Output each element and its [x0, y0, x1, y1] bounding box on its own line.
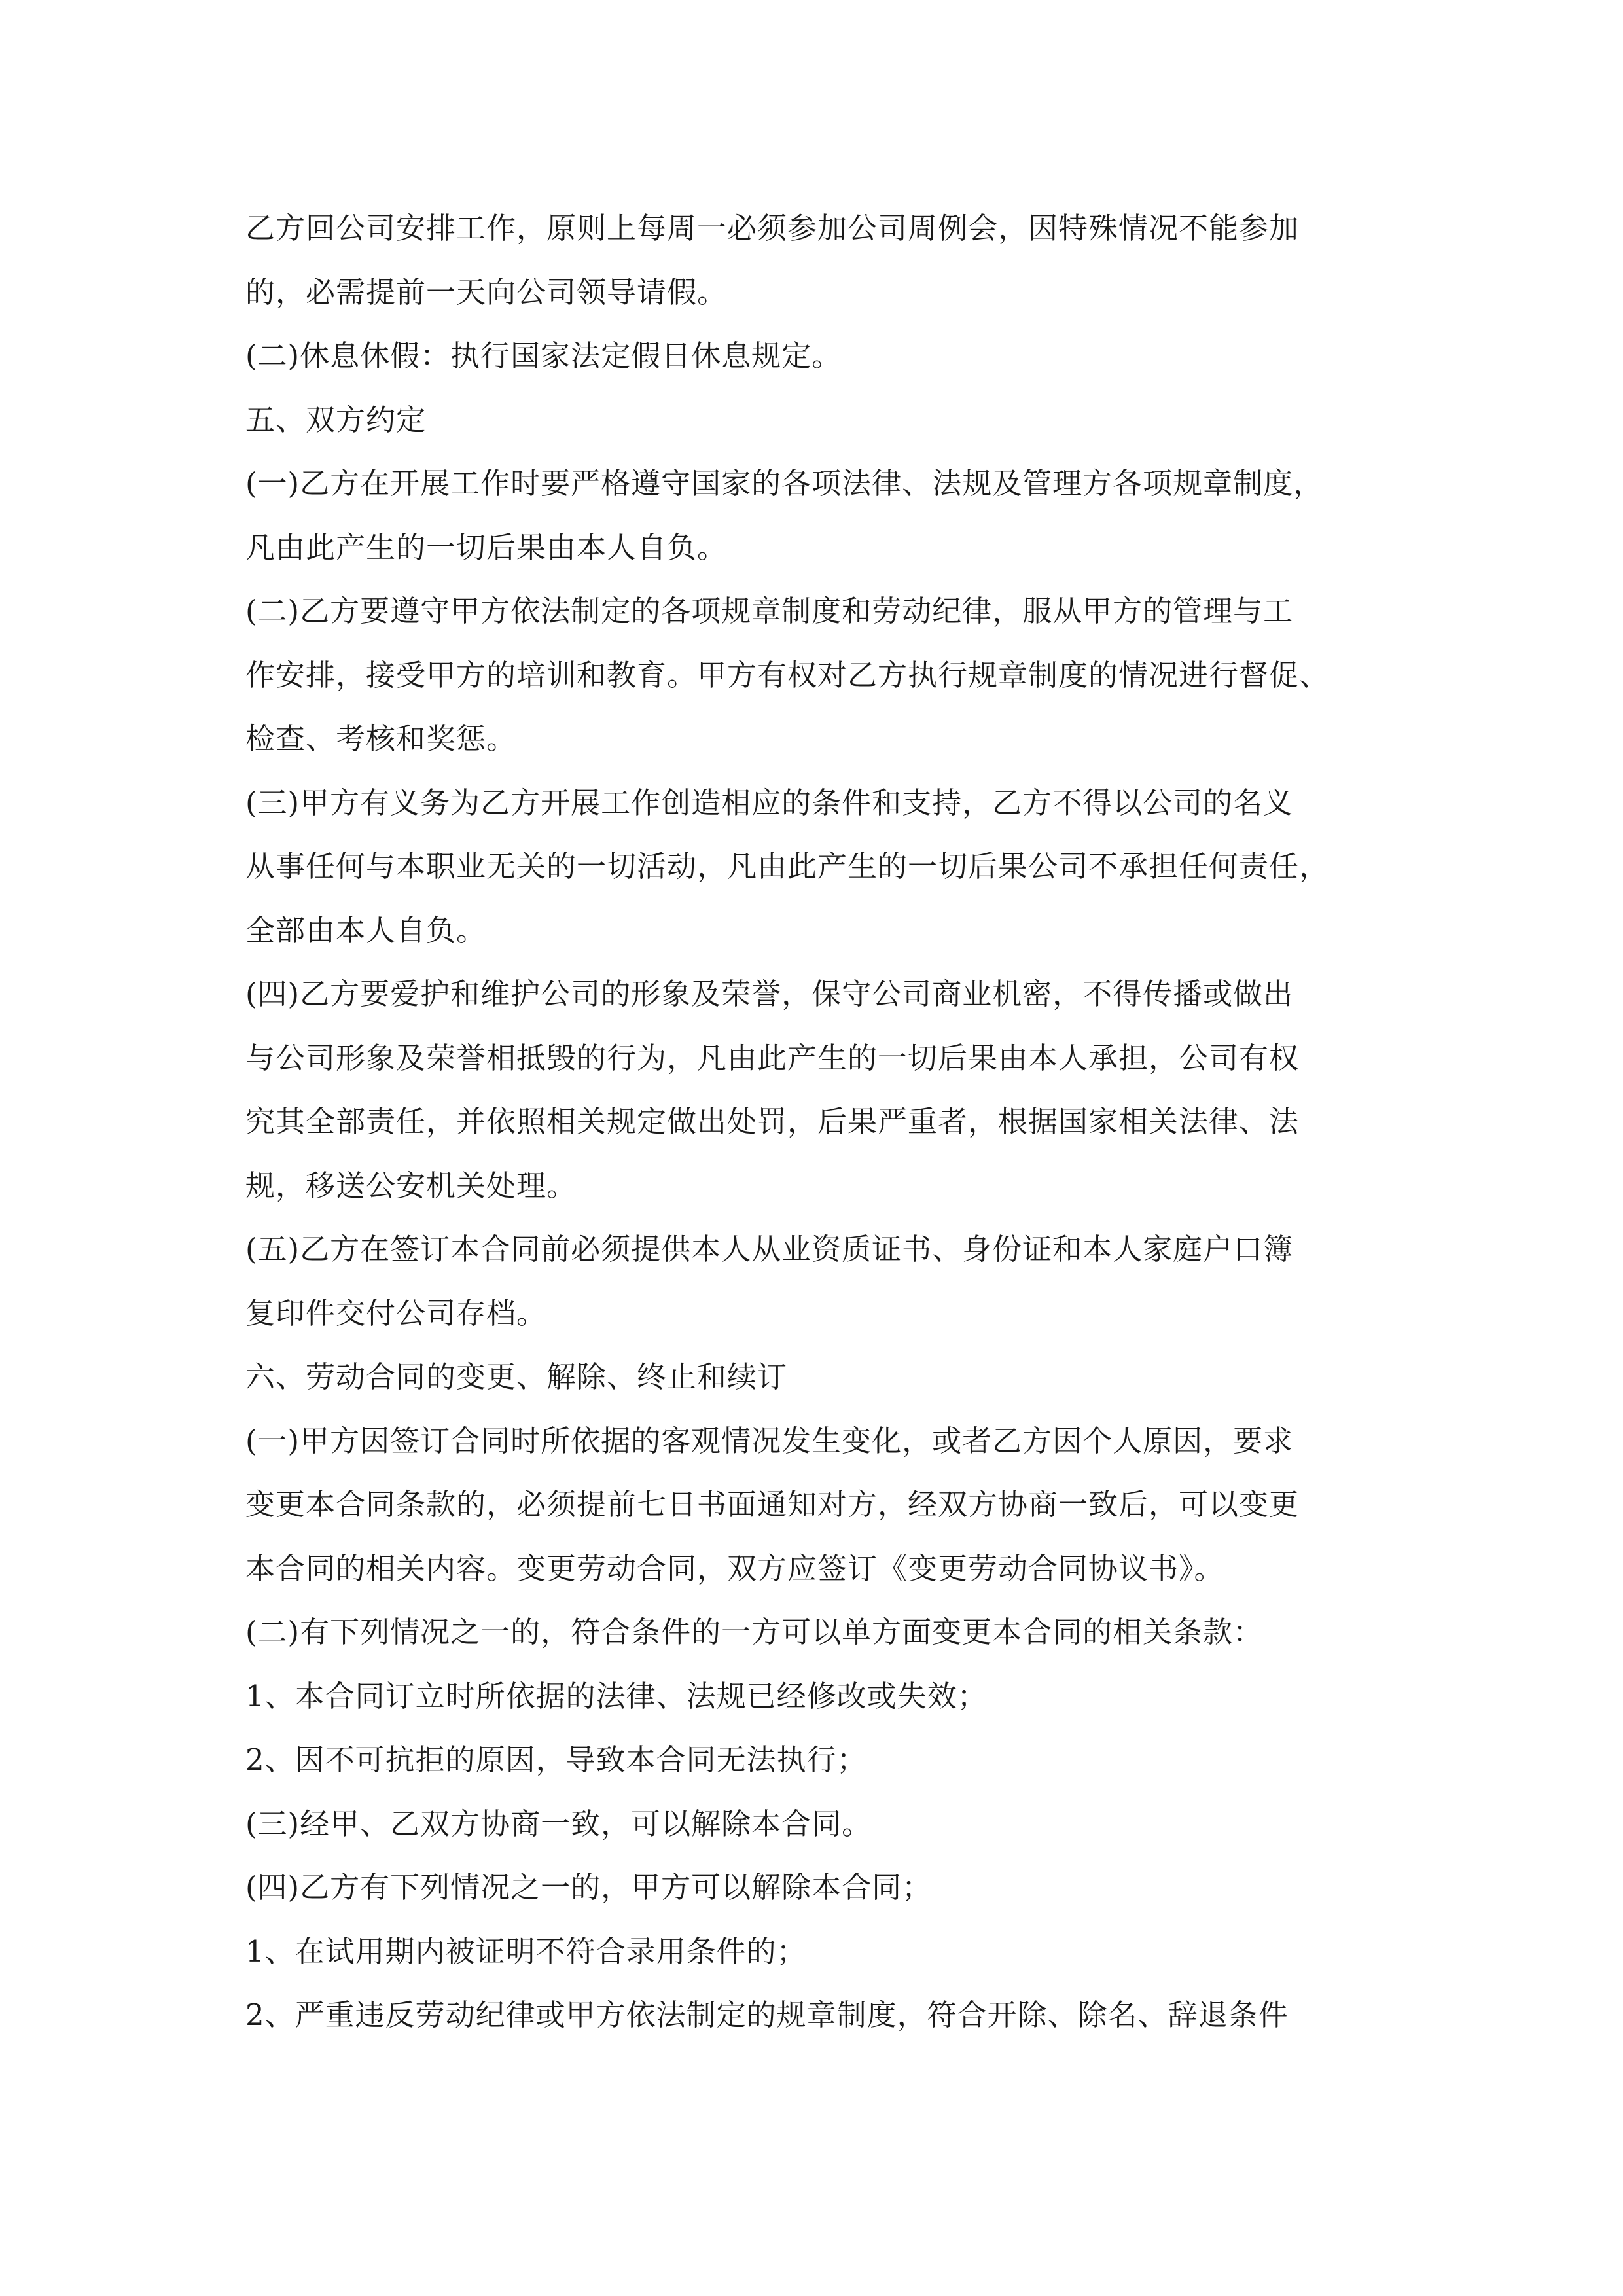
text-line: 复印件交付公司存档。 [245, 1295, 547, 1331]
text-line: (一)乙方在开展工作时要严格遵守国家的各项法律、法规及管理方各项规章制度， [245, 466, 1324, 501]
text-line: 与公司形象及荣誉相抵毁的行为，凡由此产生的一切后果由本人承担，公司有权 [245, 1040, 1300, 1075]
text-line: 乙方回公司安排工作，原则上每周一必须参加公司周例会，因特殊情况不能参加 [245, 211, 1300, 245]
text-line: 从事任何与本职业无关的一切活动，凡由此产生的一切后果公司不承担任何责任， [245, 849, 1330, 884]
text-line: 规，移送公安机关处理。 [245, 1168, 577, 1203]
text-line: 2、因不可抗拒的原因，导致本合同无法执行； [245, 1742, 867, 1777]
text-line: (三)经甲、乙双方协商一致，可以解除本合同。 [245, 1806, 872, 1841]
text-line: 1、本合同订立时所依据的法律、法规已经修改或失效； [245, 1678, 988, 1713]
text-line: 究其全部责任，并依照相关规定做出处罚，后果严重者，根据国家相关法律、法 [245, 1104, 1300, 1139]
text-line: (五)乙方在签订本合同前必须提供本人从业资质证书、身份证和本人家庭户口簿 [245, 1232, 1294, 1266]
text-line: (二)有下列情况之一的，符合条件的一方可以单方面变更本合同的相关条款： [245, 1615, 1264, 1649]
text-line: 变更本合同条款的，必须提前七日书面通知对方，经双方协商一致后，可以变更 [245, 1487, 1300, 1522]
section-heading: 六、劳动合同的变更、解除、终止和续订 [245, 1359, 788, 1394]
text-line: (一)甲方因签订合同时所依据的客观情况发生变化，或者乙方因个人原因，要求 [245, 1423, 1294, 1458]
text-line: (二)休息休假：执行国家法定假日休息规定。 [245, 338, 842, 373]
section-heading: 五、双方约定 [245, 402, 427, 437]
text-line: (二)乙方要遵守甲方依法制定的各项规章制度和劳动纪律，服从甲方的管理与工 [245, 594, 1294, 628]
text-line: 凡由此产生的一切后果由本人自负。 [245, 529, 728, 565]
text-line: 检查、考核和奖惩。 [245, 721, 517, 756]
text-line: 2、严重违反劳动纪律或甲方依法制定的规章制度，符合开除、除名、辞退条件 [245, 1998, 1289, 2032]
text-line: 作安排，接受甲方的培训和教育。甲方有权对乙方执行规章制度的情况进行督促、 [245, 657, 1330, 692]
text-line: (四)乙方有下列情况之一的，甲方可以解除本合同； [245, 1870, 933, 1905]
text-line: 本合同的相关内容。变更劳动合同，双方应签订《变更劳动合同协议书》。 [245, 1551, 1224, 1586]
text-line: (四)乙方要爱护和维护公司的形象及荣誉，保守公司商业机密，不得传播或做出 [245, 977, 1294, 1011]
text-line: 1、在试用期内被证明不符合录用条件的； [245, 1933, 807, 1969]
text-line: (三)甲方有义务为乙方开展工作创造相应的条件和支持，乙方不得以公司的名义 [245, 785, 1294, 820]
text-line: 全部由本人自负。 [245, 912, 487, 948]
document-body [245, 196, 1384, 2047]
text-line: 的，必需提前一天向公司领导请假。 [245, 274, 728, 310]
